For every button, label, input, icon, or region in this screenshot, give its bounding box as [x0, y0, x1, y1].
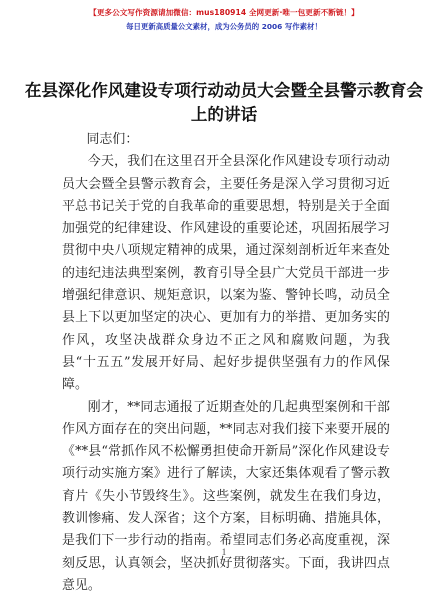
promo-banner-line-2: 每日更新高质量公文素材，成为公务员的 2006 写作素材！ — [126, 22, 322, 31]
page-number: 1 — [221, 547, 227, 557]
document-body — [62, 129, 390, 597]
document-title: 在县深化作风建设专项行动动员大会暨全县警示教育会上的讲话 — [24, 81, 424, 124]
body-paragraph-2: 刚才，**同志通报了近期查处的几起典型案例和干部作风方面存在的突出问题，**同志对我们接下来要开展的《**县“常抓作风不松懈勇担使命开新局”深化作风建设专项行动实施方案》进行了解读，大家还集体观看了警示教育片《失小节毁终生》。这些案例，就发生在我们身边，教训惨痛、发人深省；这个方案，目标明确、措施具体，是我们下一步行动的指南。希望同志们务必高度重视，深刻反思，认真领会，坚决抓好贯彻落实。下面，我讲四点意见。 — [62, 399, 390, 593]
body-paragraph-1: 今天，我们在这里召开全县深化作风建设专项行动动员大会暨全县警示教育会，主要任务是深入学习贯彻习近平总书记关于党的自我革命的重要思想，特别是关于全面加强党的纪律建设、作风建设的重要论述，巩固拓展学习贯彻中央八项规定精神的成果，通过深刻剖析近年来查处的违纪违法典型案例，教育引导全县广大党员干部进一步增强纪律意识、规矩意识，以案为鉴、警钟长鸣，动员全县上下以更加坚定的决心、更加有力的举措、更加务实的作风，攻坚决战群众身边不正之风和腐败问题，为我县“十五五”发展开好局、起好步提供坚强有力的作风保障。 — [62, 154, 390, 393]
promo-banner-line-1: 【更多公文写作资源请加微信：mus180914 全网更新·唯一包更新不断链！】 — [89, 8, 359, 17]
salutation: 同志们： — [86, 132, 139, 147]
